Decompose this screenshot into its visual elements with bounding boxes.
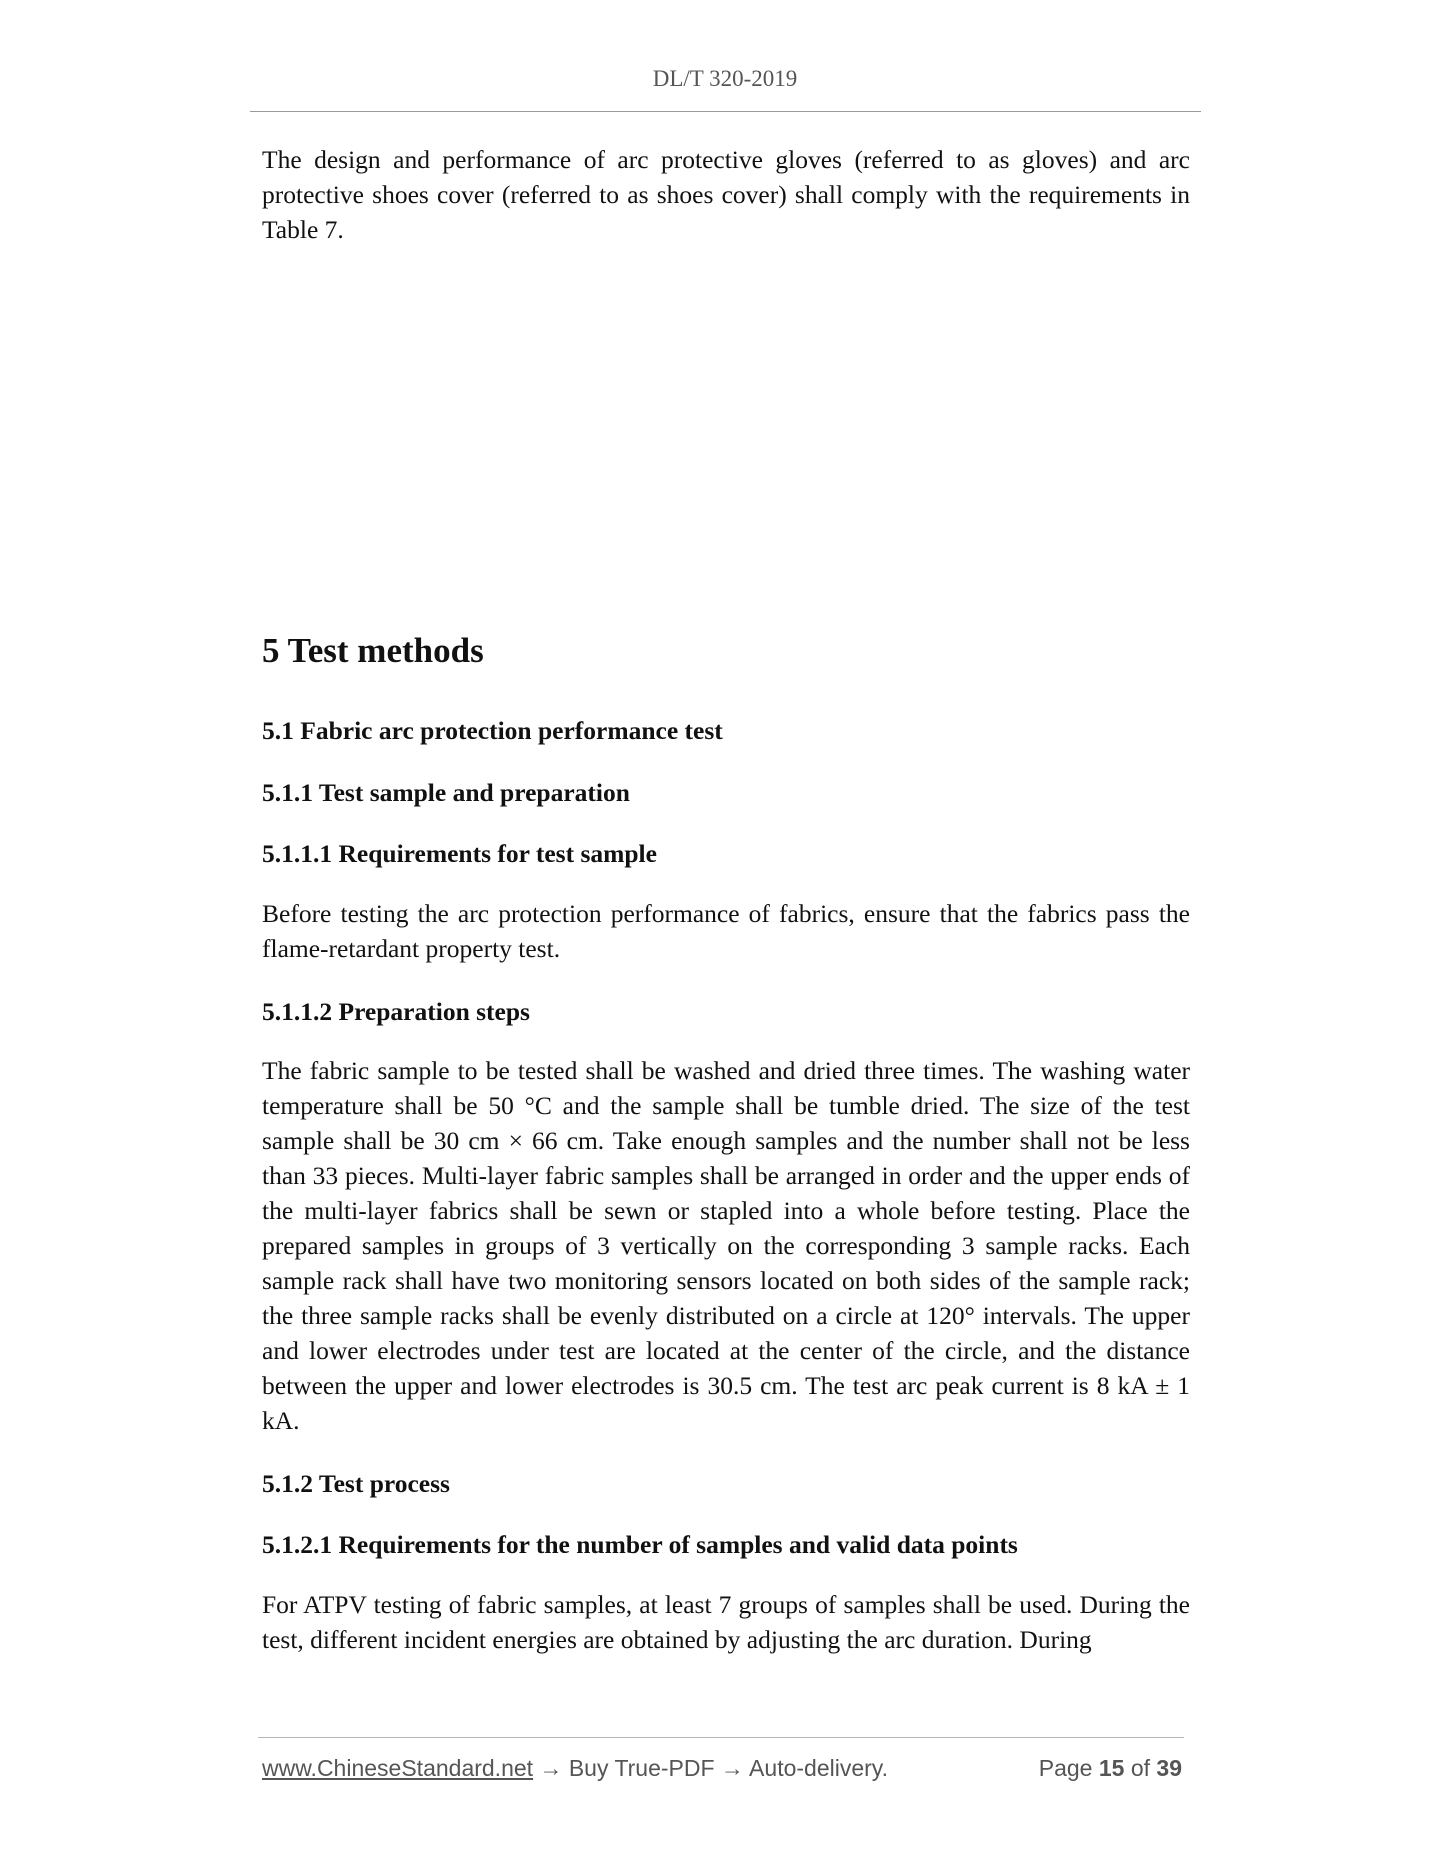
heading-5-1-1-2: 5.1.1.2 Preparation steps xyxy=(262,997,530,1026)
section-5-heading: 5 Test methods xyxy=(262,631,484,670)
page-label: Page xyxy=(1038,1755,1093,1781)
website-link[interactable]: www.ChineseStandard.net xyxy=(262,1755,534,1781)
header-divider xyxy=(250,111,1201,112)
heading-5-1-2: 5.1.2 Test process xyxy=(262,1469,450,1498)
standard-code: DL/T 320-2019 xyxy=(652,66,798,91)
footer-tagline: → Buy True-PDF → Auto-delivery. xyxy=(533,1755,888,1781)
of-label: of xyxy=(1130,1755,1151,1781)
intro-paragraph: The design and performance of arc protective gloves (referred to as gloves) and arc protective shoes cover (referred to as shoes cover) shall comply with the requirements in Table 7. xyxy=(262,145,1190,244)
footer-divider xyxy=(258,1737,1184,1738)
heading-5-1-1-1: 5.1.1.1 Requirements for test sample xyxy=(262,839,657,868)
current-page-number: 15 xyxy=(1098,1755,1125,1781)
heading-5-1-2-1: 5.1.2.1 Requirements for the number of samples and valid data points xyxy=(262,1530,1018,1559)
paragraph-5-1-1-1: Before testing the arc protection performance of fabrics, ensure that the fabrics pass the flame-retardant property test. xyxy=(262,899,1190,963)
page-indicator xyxy=(1039,1755,1182,1782)
heading-5-1-1: 5.1.1 Test sample and preparation xyxy=(262,778,630,807)
paragraph-5-1-1-2: The fabric sample to be tested shall be washed and dried three times. The washing water temperature shall be 50 °C and the sample shall be tumble dried. The size of the test sample shall be 30 cm × 66 cm. Take enough samples and the number shall not be less than 33 pieces. Multi-layer fabric samples shall be arranged in order and the upper ends of the multi-layer fabrics shall be sewn or stapled into a whole before testing. Place the prepared samples in groups of 3 vertically on the corresponding 3 sample racks. Each sample rack shall have two monitoring sensors located on both sides of the sample rack; the three sample racks shall be evenly distributed on a circle at 120° intervals. The upper and lower electrodes under test are located at the center of the circle, and the distance between the upper and lower electrodes is 30.5 cm. The test arc peak current is 8 kA ± 1 kA. xyxy=(262,1056,1190,1435)
heading-5-1: 5.1 Fabric arc protection performance test xyxy=(262,716,723,745)
total-pages: 39 xyxy=(1156,1755,1182,1781)
page-footer xyxy=(262,1755,1182,1782)
paragraph-5-1-2-1: For ATPV testing of fabric samples, at least 7 groups of samples shall be used. During the test, different incident energies are obtained by adjusting the arc duration. During xyxy=(262,1590,1190,1654)
